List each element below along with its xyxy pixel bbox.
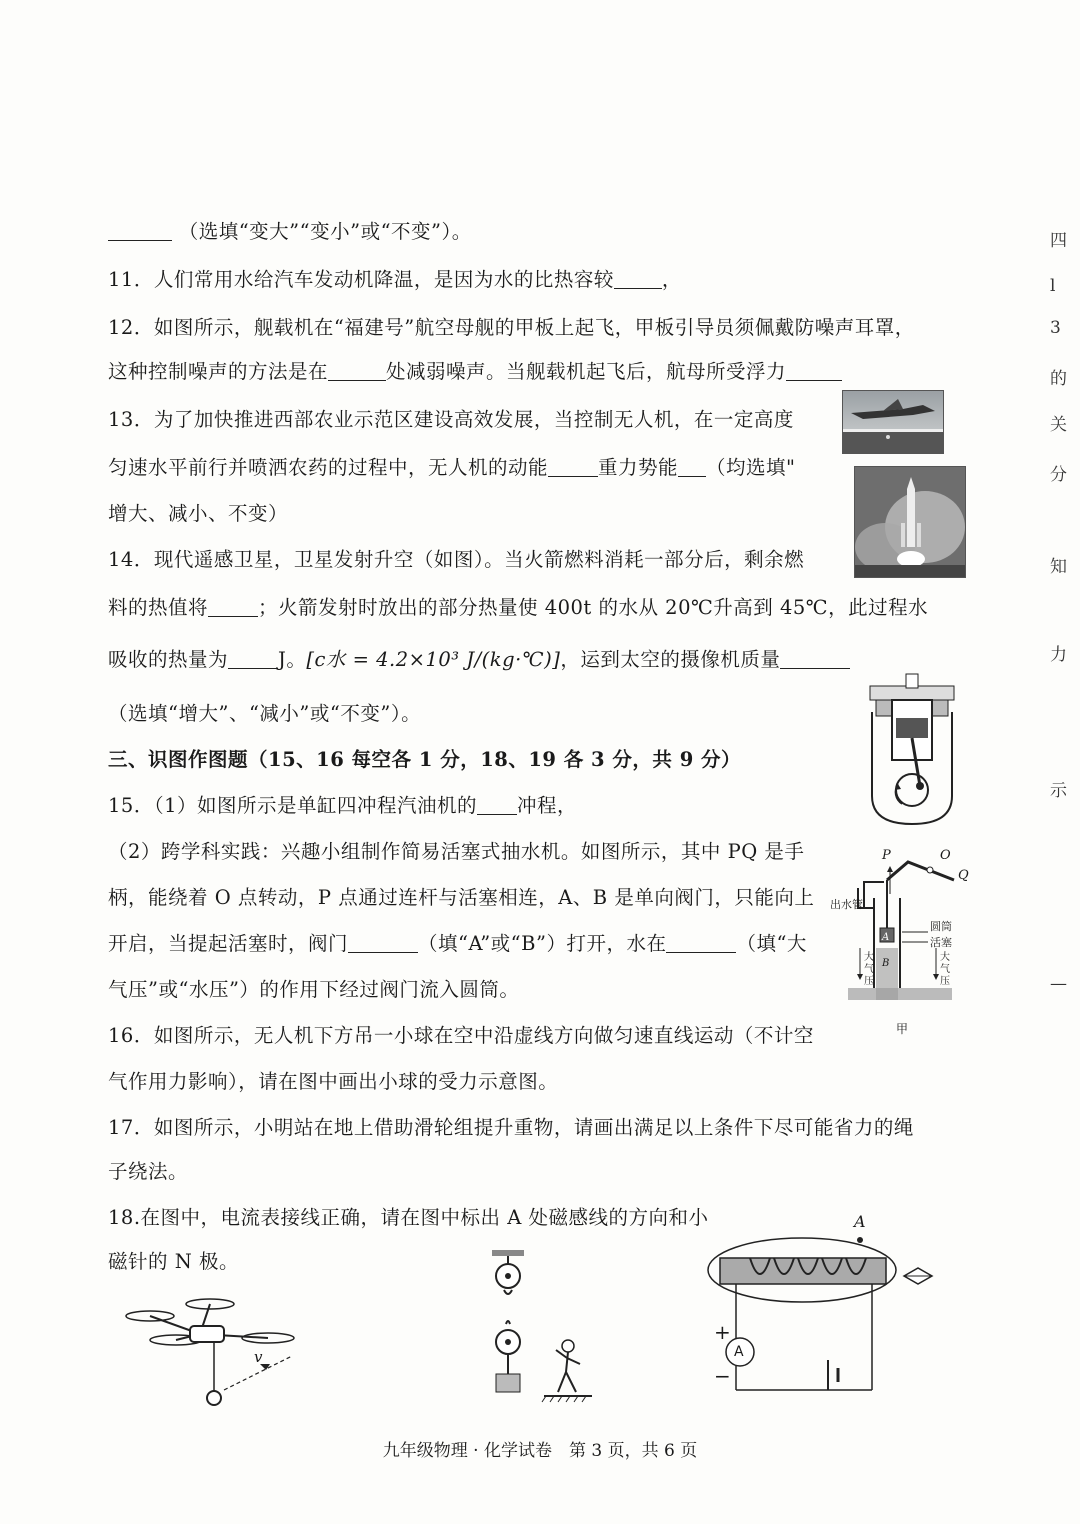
solenoid-circuit-icon: [700, 1210, 960, 1400]
drone-velocity-label: v: [254, 1348, 263, 1366]
answer-blank[interactable]: [780, 648, 850, 669]
margin-char: 示: [1050, 781, 1067, 801]
margin-char: 关: [1050, 415, 1067, 435]
circuit-plus-label: +: [714, 1320, 731, 1344]
engine-cross-section-icon: [862, 672, 962, 832]
q14-line4: （选填“增大”、“减小”或“不变”）。: [108, 702, 422, 725]
q12-line1: 12．如图所示，舰载机在“福建号”航空母舰的甲板上起飞，甲板引导员须佩戴防噪声耳罩，: [108, 316, 915, 339]
pump-label-cylinder: 圆筒: [930, 920, 952, 933]
pump-label-q: Q: [958, 868, 969, 883]
answer-blank[interactable]: [108, 220, 172, 241]
q16-line1: 16．如图所示，无人机下方吊一小球在空中沿虚线方向做匀速直线运动（不计空: [108, 1024, 814, 1047]
margin-char: 3: [1050, 318, 1061, 338]
section-3-heading: 三、识图作图题（15、16 每空各 1 分，18、19 各 3 分，共 9 分）: [108, 748, 742, 771]
aircraft-carrier-photo: [842, 390, 944, 454]
drone-diagram: [120, 1294, 300, 1434]
circuit-point-a-label: A: [854, 1212, 866, 1231]
margin-char: 的: [1050, 369, 1067, 389]
q14-line3: 吸收的热量为 J。[c水 = 4.2×10³ J/(kg·℃)]，运到太空的摄像机质量: [108, 644, 850, 672]
answer-blank[interactable]: [477, 794, 517, 815]
q12-line2: 这种控制噪声的方法是在 处减弱噪声。当舰载机起飞后，航母所受浮力: [108, 356, 842, 384]
answer-blank[interactable]: [614, 268, 662, 289]
margin-char: l: [1050, 276, 1056, 296]
q11: 11．人们常用水给汽车发动机降温，是因为水的比热容较 ，: [108, 268, 682, 291]
pump-label-outlet: 出水管: [830, 898, 863, 911]
pump-label-atm-left: 大气压: [864, 952, 874, 987]
answer-blank[interactable]: [228, 648, 278, 669]
pulley-system-diagram: [488, 1246, 598, 1406]
q10-tail: （选填“变大”“变小”或“不变”）。: [108, 216, 472, 244]
pump-label-o: O: [940, 848, 951, 863]
answer-blank[interactable]: [208, 596, 258, 617]
piston-pump-diagram: [830, 848, 970, 1038]
answer-blank[interactable]: [786, 360, 842, 381]
pulley-icon: [488, 1246, 598, 1406]
specific-heat-formula: [c水 = 4.2×10³ J/(kg·℃)]: [306, 648, 561, 671]
answer-blank[interactable]: [666, 932, 736, 953]
q18-line1: 18.在图中，电流表接线正确，请在图中标出 A 处磁感线的方向和小: [108, 1206, 709, 1229]
q16-line2: 气作用力影响），请在图中画出小球的受力示意图。: [108, 1070, 559, 1093]
q17-line1: 17．如图所示，小明站在地上借助滑轮组提升重物，请画出满足以上条件下尽可能省力的绳: [108, 1116, 914, 1139]
electromagnet-circuit-diagram: [700, 1210, 960, 1400]
answer-blank[interactable]: [678, 456, 706, 477]
answer-blank[interactable]: [328, 360, 386, 381]
rocket-photo-icon: [855, 467, 965, 577]
pump-label-b: B: [882, 958, 890, 969]
gasoline-engine-diagram: [862, 672, 962, 832]
margin-char: 四: [1050, 231, 1067, 251]
q18-line2: 磁针的 N 极。: [108, 1250, 239, 1273]
q15-line3: 柄，能绕着 O 点转动，P 点通过连杆与活塞相连，A、B 是单向阀门，只能向上: [108, 886, 815, 909]
aircraft-photo-icon: [843, 391, 943, 453]
ammeter-label: A: [734, 1344, 744, 1360]
margin-char: 知: [1050, 557, 1067, 577]
rocket-launch-photo: [854, 466, 966, 578]
q13-line3: 增大、减小、不变）: [108, 502, 289, 525]
pump-label-atm-right: 大气压: [940, 952, 950, 987]
q15-line4: 开启，当提起活塞时，阀门 （填“A”或“B”）打开，水在 （填“大: [108, 932, 807, 955]
margin-char: 分: [1050, 465, 1067, 485]
answer-blank[interactable]: [348, 932, 418, 953]
drone-icon: [120, 1294, 300, 1434]
pump-label-piston: 活塞: [930, 936, 952, 949]
q17-line2: 子绕法。: [108, 1160, 189, 1183]
margin-char: —: [1050, 974, 1067, 994]
page-footer: 九年级物理 · 化学试卷 第 3 页，共 6 页: [382, 1441, 698, 1461]
answer-blank[interactable]: [548, 456, 598, 477]
q13-line2: 匀速水平前行并喷洒农药的过程中，无人机的动能 重力势能 （均选填": [108, 456, 796, 479]
q15-line2: （2）跨学科实践：兴趣小组制作简易活塞式抽水机。如图所示，其中 PQ 是手: [108, 840, 805, 863]
pump-label-a: A: [882, 932, 890, 943]
q15-line5: 气压”或“水压”）的作用下经过阀门流入圆筒。: [108, 978, 520, 1001]
q14-line2: 料的热值将 ；火箭发射时放出的部分热量使 400t 的水从 20℃升高到 45℃，此过程水: [108, 596, 929, 619]
q15-line1: 15．（1）如图所示是单缸四冲程汽油机的 冲程，: [108, 794, 577, 817]
pump-label-p: P: [882, 848, 891, 863]
pump-caption: 甲: [896, 1022, 909, 1036]
margin-char: 力: [1050, 645, 1067, 665]
circuit-minus-label: −: [714, 1364, 731, 1388]
q13-line1: 13．为了加快推进西部农业示范区建设高效发展，当控制无人机，在一定高度: [108, 408, 794, 431]
q14-line1: 14．现代遥感卫星，卫星发射升空（如图）。当火箭燃料消耗一部分后，剩余燃: [108, 548, 805, 571]
